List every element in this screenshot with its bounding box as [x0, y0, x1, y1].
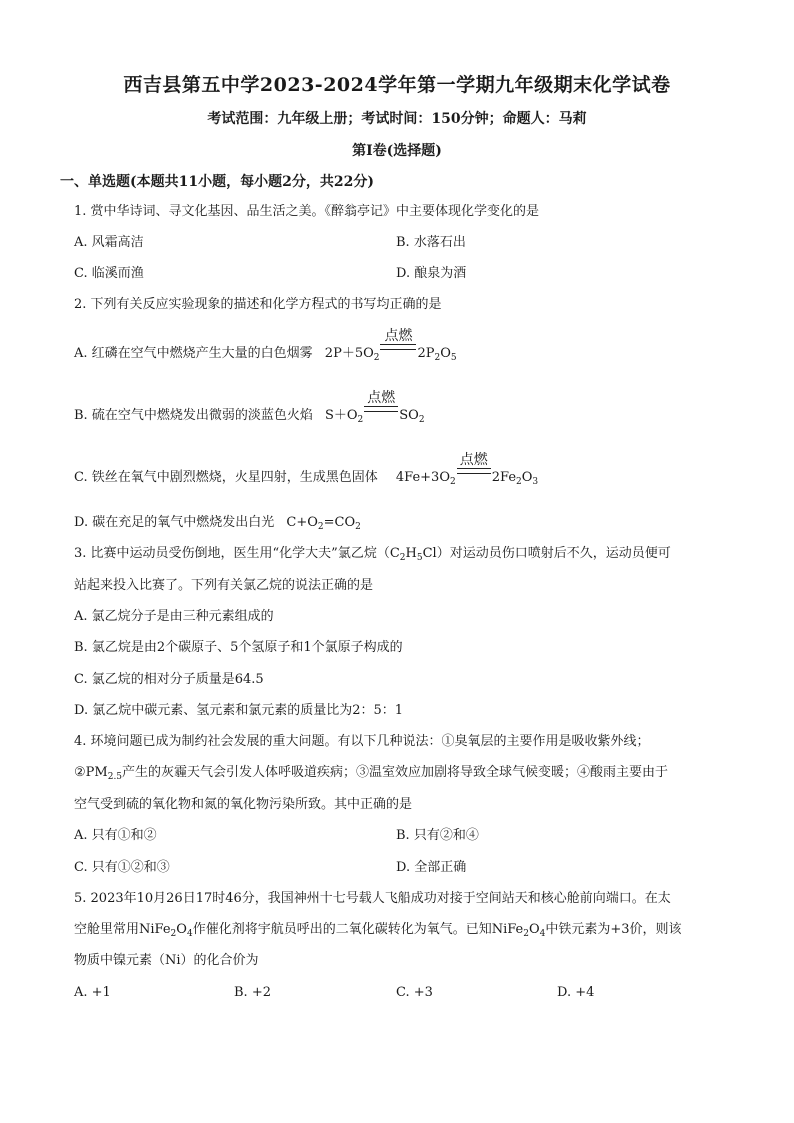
q2-option-a [74, 328, 457, 367]
q5-option-c: C. +3 [396, 985, 433, 1000]
q2-option-c-text: C. 铁丝在氧气中剧烈燃烧，火星四射，生成黑色固体 [74, 469, 378, 485]
q5-stem-line3: 物质中镍元素（Ni）的化合价为 [74, 953, 259, 968]
q2-option-d-equation: $C+O_2=CO_2$ [286, 515, 361, 532]
q2-option-b-equation: $S+O_2$ 点燃 $SO_2$ [324, 390, 425, 425]
q3-option-a: A. 氯乙烷分子是由三种元素组成的 [74, 609, 274, 624]
q4-option-c: C. 只有①②和③ [74, 860, 170, 875]
q5-stem-line1: 5. 2023年10月26日17时46分，我国神州十七号载人飞船成功对接于空间站天和核心舱前向端口。在太 [74, 891, 671, 906]
q1-stem: 1. 赏中华诗词、寻文化基因、品生活之美。《醉翁亭记》中主要体现化学变化的是 [74, 204, 540, 219]
section-heading: 一、单选题(本题共11小题，每小题2分，共22分) [60, 174, 374, 190]
q5-option-b: B. +2 [234, 985, 271, 1000]
q3-option-b: B. 氯乙烷是由2个碳原子、5个氢原子和1个氯原子构成的 [74, 640, 403, 655]
q4-option-b: B. 只有②和④ [396, 828, 479, 843]
q4-stem-line3: 空气受到硫的氧化物和氮的氧化物污染所致。其中正确的是 [74, 797, 413, 812]
q2-option-b [74, 390, 425, 429]
condition-arrow: 点燃 [380, 328, 416, 350]
q2-option-c-equation: $4Fe+3O_2$ 点燃 $2Fe_2O_3$ [395, 452, 539, 487]
condition-arrow: 点燃 [457, 452, 491, 474]
q4-option-a: A. 只有①和② [74, 828, 157, 843]
exam-info: 考试范围：九年级上册；考试时间：150分钟；命题人：马莉 [207, 111, 587, 127]
q2-option-d-text: D. 碳在充足的氧气中燃烧发出白光 [74, 515, 275, 530]
q4-option-d: D. 全部正确 [396, 860, 467, 875]
q5-stem-line2: 空舱里常用$NiFe_2O_4$作催化剂将宇航员呼出的二氧化碳转化为氧气。已知$NiFe_2O_4$中铁元素为+3价，则该 [74, 922, 682, 939]
q2-stem: 2. 下列有关反应实验现象的描述和化学方程式的书写均正确的是 [74, 297, 442, 312]
q2-option-c [74, 452, 538, 491]
q1-option-a: A. 风霜高洁 [74, 235, 144, 250]
q3-stem-line2: 站起来投入比赛了。下列有关氯乙烷的说法正确的是 [74, 578, 374, 593]
q4-stem-line2: $②PM_{2.5}$产生的灰霾天气会引发人体呼吸道疾病；③温室效应加剧将导致全球气候变暖；④酸雨主要由于 [74, 765, 669, 782]
q5-option-d: D. +4 [557, 985, 595, 1000]
q2-option-a-equation: $2P+5O_2$ 点燃 $2P_2O_5$ [324, 328, 457, 363]
volume-heading: 第I卷(选择题) [352, 143, 442, 159]
q1-option-d: D. 酿泉为酒 [396, 266, 467, 281]
q2-option-b-text: B. 硫在空气中燃烧发出微弱的淡蓝色火焰 [74, 407, 313, 423]
q4-stem-line1: 4. 环境问题已成为制约社会发展的重大问题。有以下几种说法：①臭氧层的主要作用是吸收紫外线； [74, 734, 650, 749]
condition-arrow: 点燃 [364, 390, 398, 412]
q2-option-d [74, 514, 361, 536]
q5-option-a: A. +1 [74, 985, 111, 1000]
q3-option-d: D. 氯乙烷中碳元素、氢元素和氯元素的质量比为2：5：1 [74, 703, 404, 718]
q1-option-b: B. 水落石出 [396, 235, 466, 250]
q3-option-c: C. 氯乙烷的相对分子质量是64.5 [74, 672, 264, 687]
q2-option-a-text: A. 红磷在空气中燃烧产生大量的白色烟雾 [74, 345, 313, 361]
q1-option-c: C. 临溪而渔 [74, 266, 144, 281]
exam-title: 西吉县第五中学2023-2024学年第一学期九年级期末化学试卷 [123, 74, 671, 96]
q3-stem-line1: 3. 比赛中运动员受伤倒地，医生用“化学大夫”氯乙烷$(C_2H_5Cl)$对运动员伤口喷射后不久，运动员便可 [74, 546, 671, 563]
